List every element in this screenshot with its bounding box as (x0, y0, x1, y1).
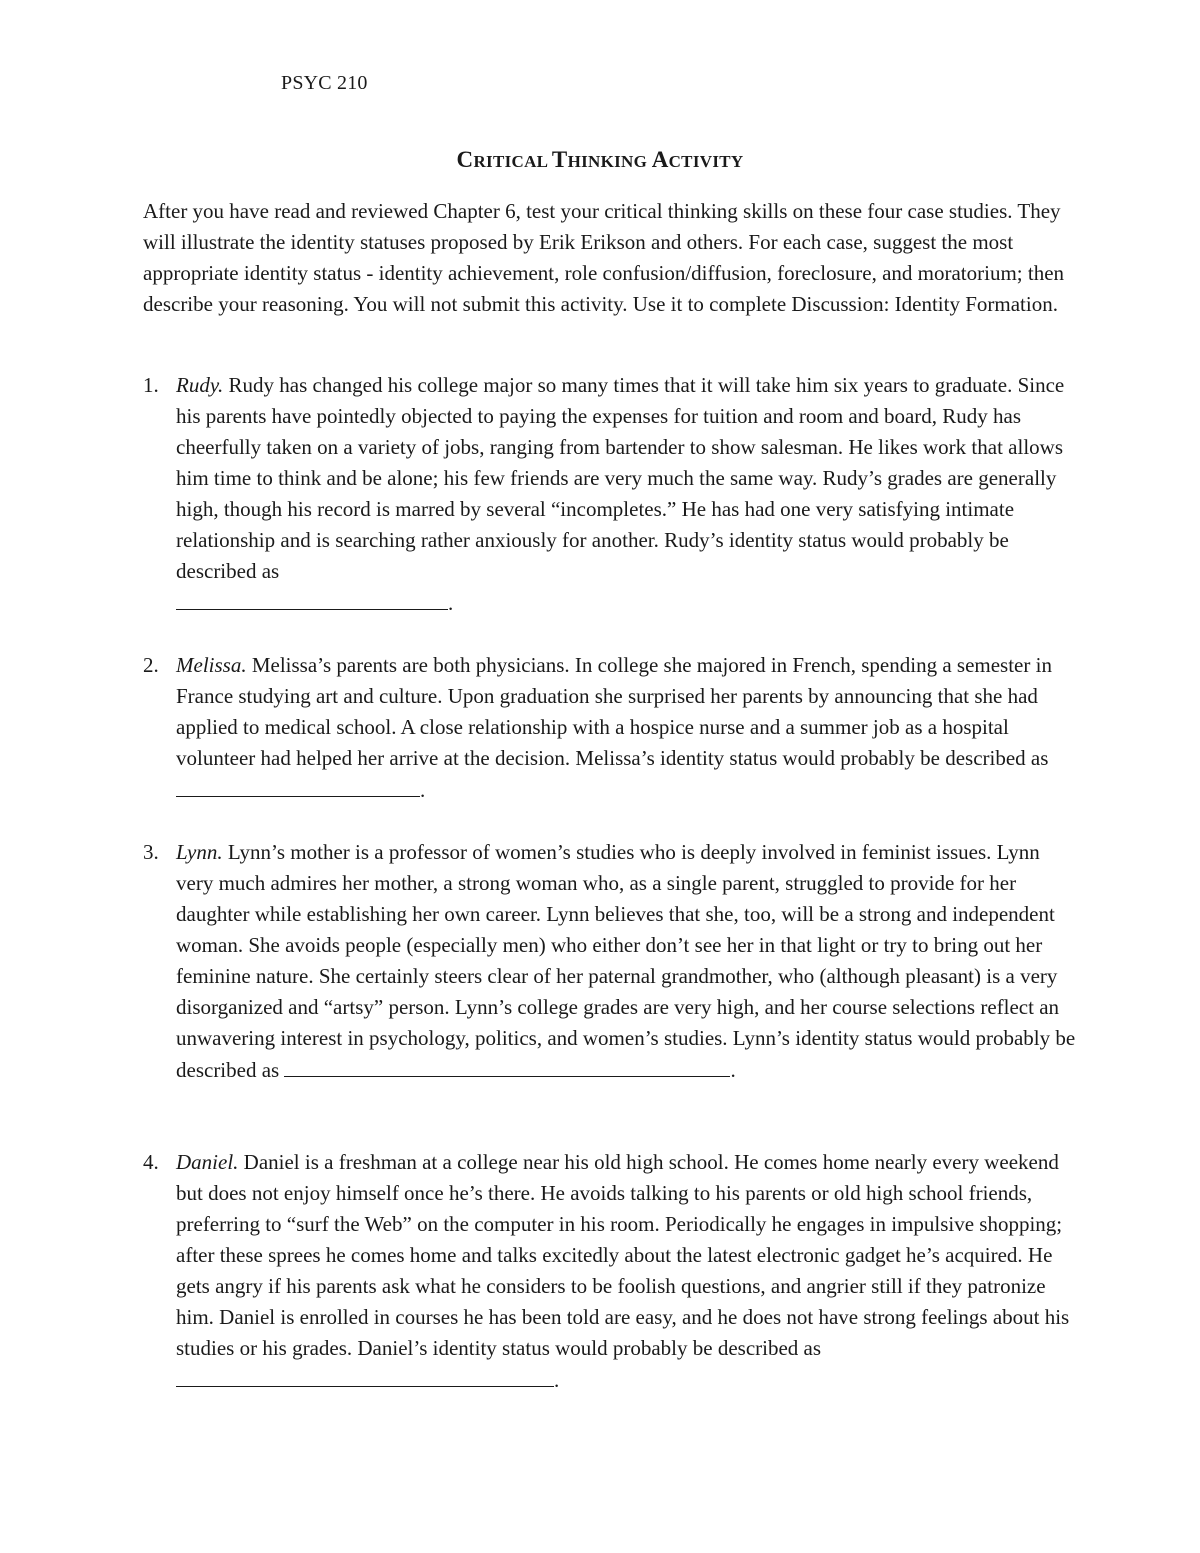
page-title (0, 144, 1200, 177)
case-number: 3. (143, 840, 159, 864)
case-study-rudy (143, 370, 1078, 619)
case-text: Melissa’s parents are both physicians. In college she majored in French, spending a semester in France studying art and culture. Upon graduation she surprised her parents by announcing that she had applied to medical school. A close relationship with a hospice nurse and a summer job as a hospital volunteer had helped her arrive at the decision. Melissa’s identity status would probably be described as (176, 653, 1052, 770)
title-word-critical: RITICAL (473, 152, 552, 171)
answer-blank-lynn[interactable] (284, 1054, 730, 1077)
case-number: 1. (143, 373, 159, 397)
case-number: 2. (143, 653, 159, 677)
case-end: . (554, 1368, 560, 1392)
case-end: . (448, 591, 454, 615)
case-study-daniel (143, 1147, 1078, 1396)
title-initial-t: T (551, 147, 568, 172)
answer-blank-rudy[interactable] (176, 587, 448, 610)
case-end: . (420, 778, 426, 802)
title-word-thinking: HINKING (567, 152, 652, 171)
course-code: PSYC 210 (281, 72, 368, 94)
answer-blank-melissa[interactable] (176, 774, 420, 797)
case-number: 4. (143, 1150, 159, 1174)
title-initial-a: A (651, 147, 669, 172)
case-text: Daniel is a freshman at a college near his old high school. He comes home nearly every weekend but does not enjoy himself once he’s there. He avoids talking to his parents or old high school friends, preferring to “surf the Web” on the computer in his room. Periodically he engages in impulsive shopping; after these sprees he comes home and talks excitedly about the latest electronic gadget he’s acquired. He gets angry if his parents ask what he considers to be foolish questions, and angrier still if they patronize him. Daniel is enrolled in courses he has been told are easy, and he does not have strong feelings about his studies or his grades. Daniel’s identity status would probably be described as (176, 1150, 1070, 1360)
case-name: Daniel. (176, 1150, 239, 1174)
intro-paragraph: After you have read and reviewed Chapter 6, test your critical thinking skills on these four case studies. They will illustrate the identity statuses proposed by Erik Erikson and others. For each case, suggest the most appropriate identity status - identity achievement, role confusion/diffusion, foreclosure, and moratorium; then describe your reasoning. You will not submit this activity. Use it to complete Discussion: Identity Formation. (143, 199, 1065, 316)
case-study-melissa (143, 650, 1078, 806)
case-name: Lynn. (176, 840, 223, 864)
case-name: Rudy. (176, 373, 224, 397)
case-text: Rudy has changed his college major so many times that it will take him six years to graduate. Since his parents have pointedly objected to paying the expenses for tuition and room and board, Rudy has cheerfully taken on a variety of jobs, ranging from bartender to show salesman. He likes work that allows him time to think and be alone; his few friends are very much the same way. Rudy’s grades are generally high, though his record is marred by several “incompletes.” He has had one very satisfying intimate relationship and is searching rather anxiously for another. Rudy’s identity status would probably be described as (176, 373, 1065, 583)
case-study-lynn (143, 837, 1078, 1086)
case-name: Melissa. (176, 653, 247, 677)
case-end: . (730, 1058, 736, 1082)
answer-blank-daniel[interactable] (176, 1364, 554, 1387)
case-text: Lynn’s mother is a professor of women’s studies who is deeply involved in feminist issues. Lynn very much admires her mother, a strong woman who, as a single parent, struggled to provide for her daughter while establishing her own career. Lynn believes that she, too, will be a strong and independent woman. She avoids people (especially men) who either don’t see her in that light or try to bring out her feminine nature. She certainly steers clear of her paternal grandmother, who (although pleasant) is a very disorganized and “artsy” person. Lynn’s college grades are very high, and her course selections reflect an unwavering interest in psychology, politics, and women’s studies. Lynn’s identity status would probably be described as (176, 840, 1076, 1082)
title-word-activity: CTIVITY (668, 152, 744, 171)
title-initial-c: C (456, 147, 474, 172)
